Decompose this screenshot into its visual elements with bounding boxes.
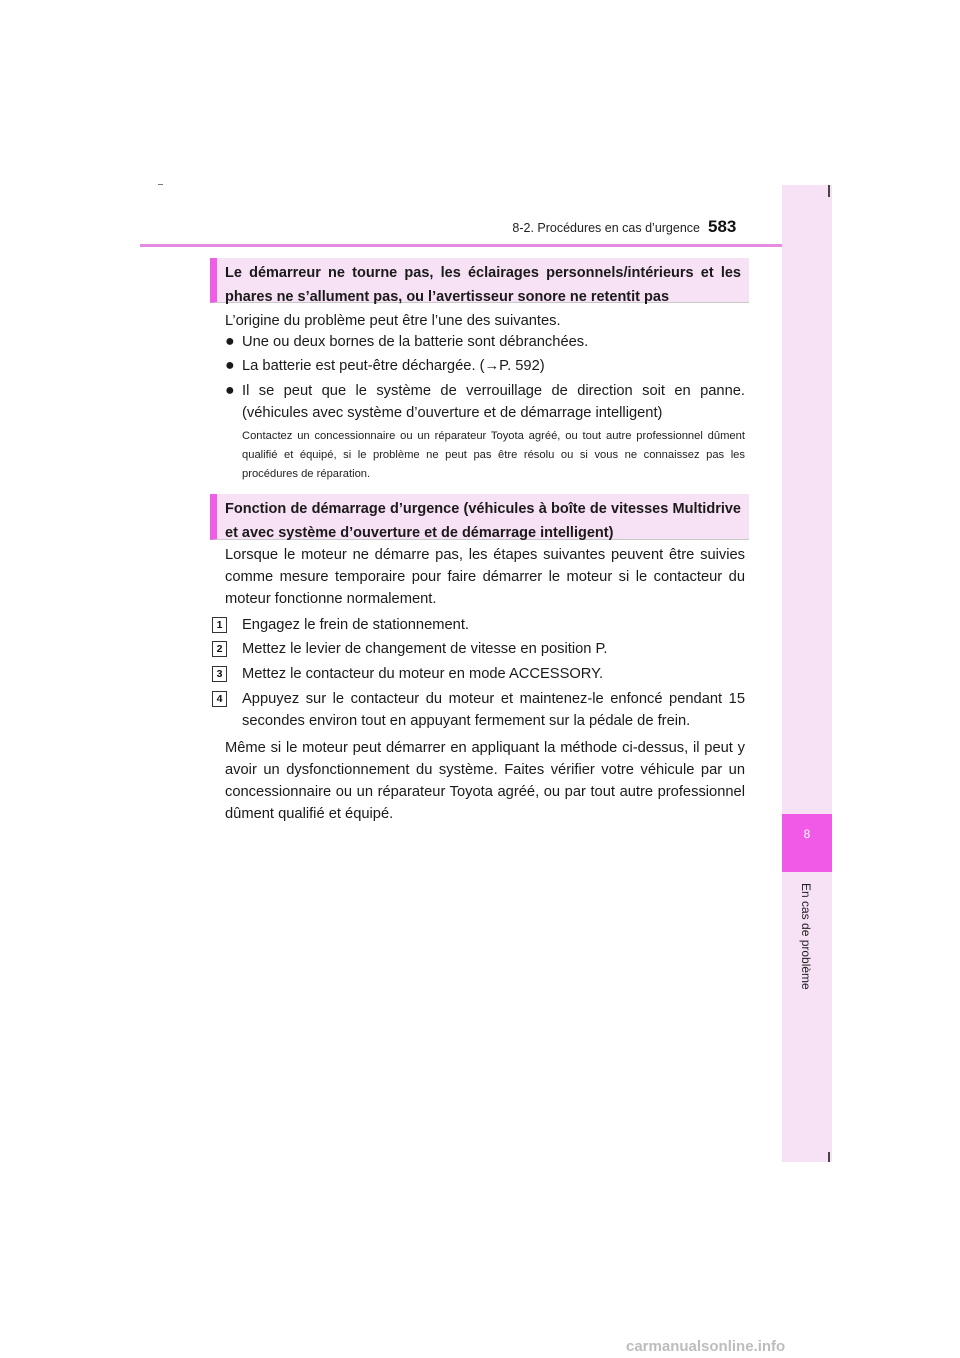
bullet-item: Il se peut que le système de verrouillage de direction soit en panne. (véhicules avec système d’ouverture et de démarrage intelligent): [242, 383, 745, 421]
crop-mark: [828, 1152, 830, 1162]
header-section-title: 8-2. Procédures en cas d’urgence: [512, 221, 700, 235]
step-number: 1: [212, 617, 227, 633]
watermark: carmanualsonline.info: [626, 1338, 786, 1355]
step-number: 4: [212, 691, 227, 707]
crop-mark: [828, 185, 830, 197]
step-text: Mettez le levier de changement de vitesse en position P.: [242, 641, 608, 657]
header-rule: [140, 244, 832, 247]
bullet-icon: ●: [225, 382, 235, 399]
chapter-tab: [782, 814, 832, 872]
bullet-icon: ●: [225, 357, 235, 374]
note-text: Contactez un concessionnaire ou un réparateur Toyota agréé, ou tout autre professionnel dûment qualifié et équipé, si le problème ne peut pas être résolu ou si vous ne connaissez pas les procédures de réparation.: [242, 430, 745, 480]
crop-mark: [158, 184, 163, 185]
page-number: 583: [708, 217, 737, 236]
bullet-icon: ●: [225, 333, 235, 350]
chapter-number: 8: [803, 827, 811, 841]
step-text: Mettez le contacteur du moteur en mode ACCESSORY.: [242, 666, 604, 682]
chapter-title: En cas de problème: [799, 883, 813, 990]
section-intro: L’origine du problème peut être l’une des suivantes.: [225, 313, 561, 329]
section-heading-starter: Le démarreur ne tourne pas, les éclairages personnels/intérieurs et les phares ne s’allument pas, ou l’avertisseur sonore ne retentit pas: [210, 258, 749, 303]
section-intro: Lorsque le moteur ne démarre pas, les étapes suivantes peuvent être suivies comme mesure temporaire pour faire démarrer le moteur si le contacteur du moteur fonctionne normalement.: [225, 547, 745, 607]
bullet-item: La batterie est peut-être déchargée. (→P. 592): [242, 358, 545, 374]
step-text: Engagez le frein de stationnement.: [242, 617, 469, 633]
section-outro: Même si le moteur peut démarrer en appliquant la méthode ci-dessus, il peut y avoir un dysfonctionnement du système. Faites vérifier votre véhicule par un concessionnaire ou un réparateur Toyota agréé, ou par tout autre professionnel dûment qualifié et équipé.: [225, 740, 745, 822]
step-number: 2: [212, 641, 227, 657]
side-tab: [782, 185, 832, 1162]
bullet-item: Une ou deux bornes de la batterie sont débranchées.: [242, 334, 589, 350]
step-text: Appuyez sur le contacteur du moteur et maintenez-le enfoncé pendant 15 secondes environ tout en appuyant fermement sur la pédale de frein.: [242, 691, 745, 729]
step-number: 3: [212, 666, 227, 682]
section-heading-emergency-start: Fonction de démarrage d’urgence (véhicules à boîte de vitesses Multidrive et avec système d’ouverture et de démarrage intelligent): [210, 494, 749, 540]
